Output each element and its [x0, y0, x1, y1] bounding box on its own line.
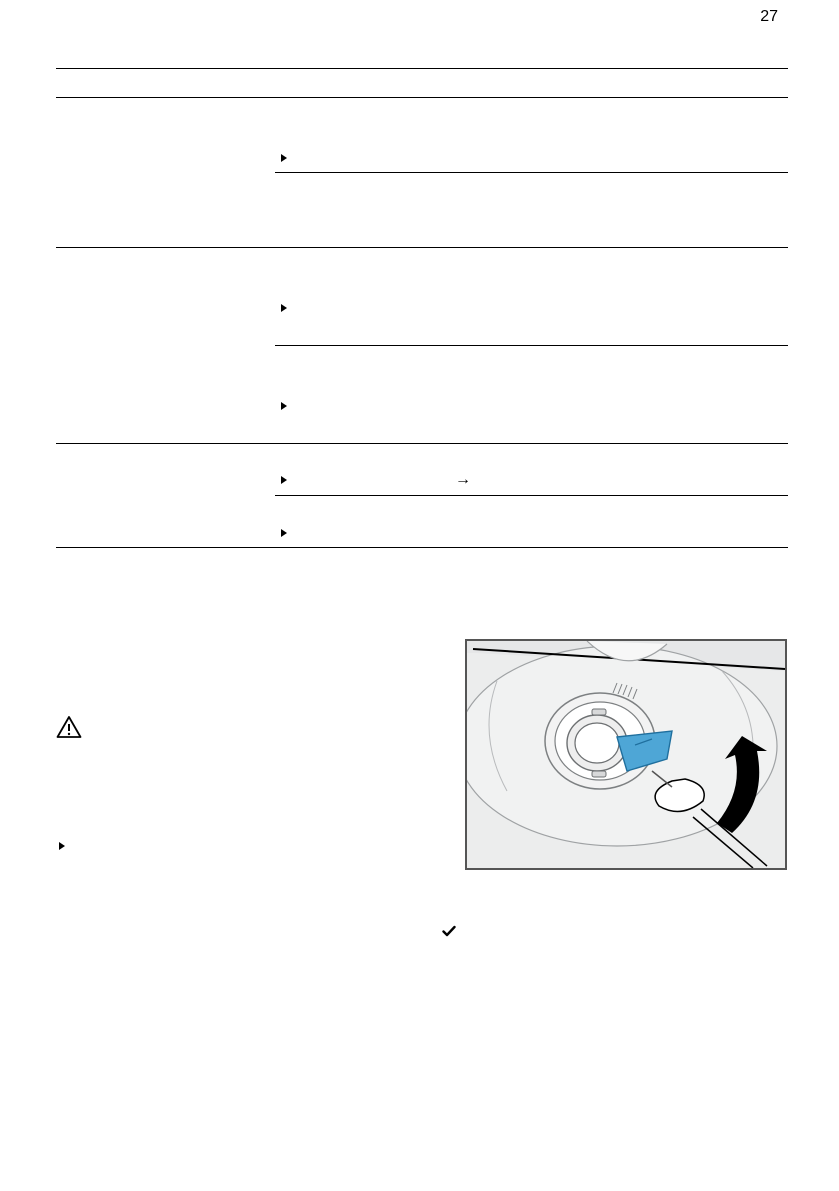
- table-top-rule: [56, 68, 788, 69]
- bullet-icon: [281, 476, 287, 484]
- bullet-icon: [281, 402, 287, 410]
- row-inner-divider: [275, 345, 788, 346]
- bullet-icon: [281, 529, 287, 537]
- row-divider: [56, 443, 788, 444]
- table-bottom-rule: [56, 547, 788, 548]
- filter-illustration-graphic: [467, 641, 785, 868]
- row-inner-divider: [275, 172, 788, 173]
- bullet-icon: [59, 842, 65, 850]
- bullet-icon: [281, 304, 287, 312]
- bullet-icon: [281, 154, 287, 162]
- row-divider: [56, 247, 788, 248]
- page-number: 27: [760, 8, 778, 25]
- table-header-rule: [56, 97, 788, 98]
- row-inner-divider: [275, 495, 788, 496]
- filter-removal-illustration: [465, 639, 787, 870]
- warning-icon: [56, 715, 82, 739]
- check-icon: [442, 925, 456, 937]
- right-arrow-icon: →: [455, 471, 471, 488]
